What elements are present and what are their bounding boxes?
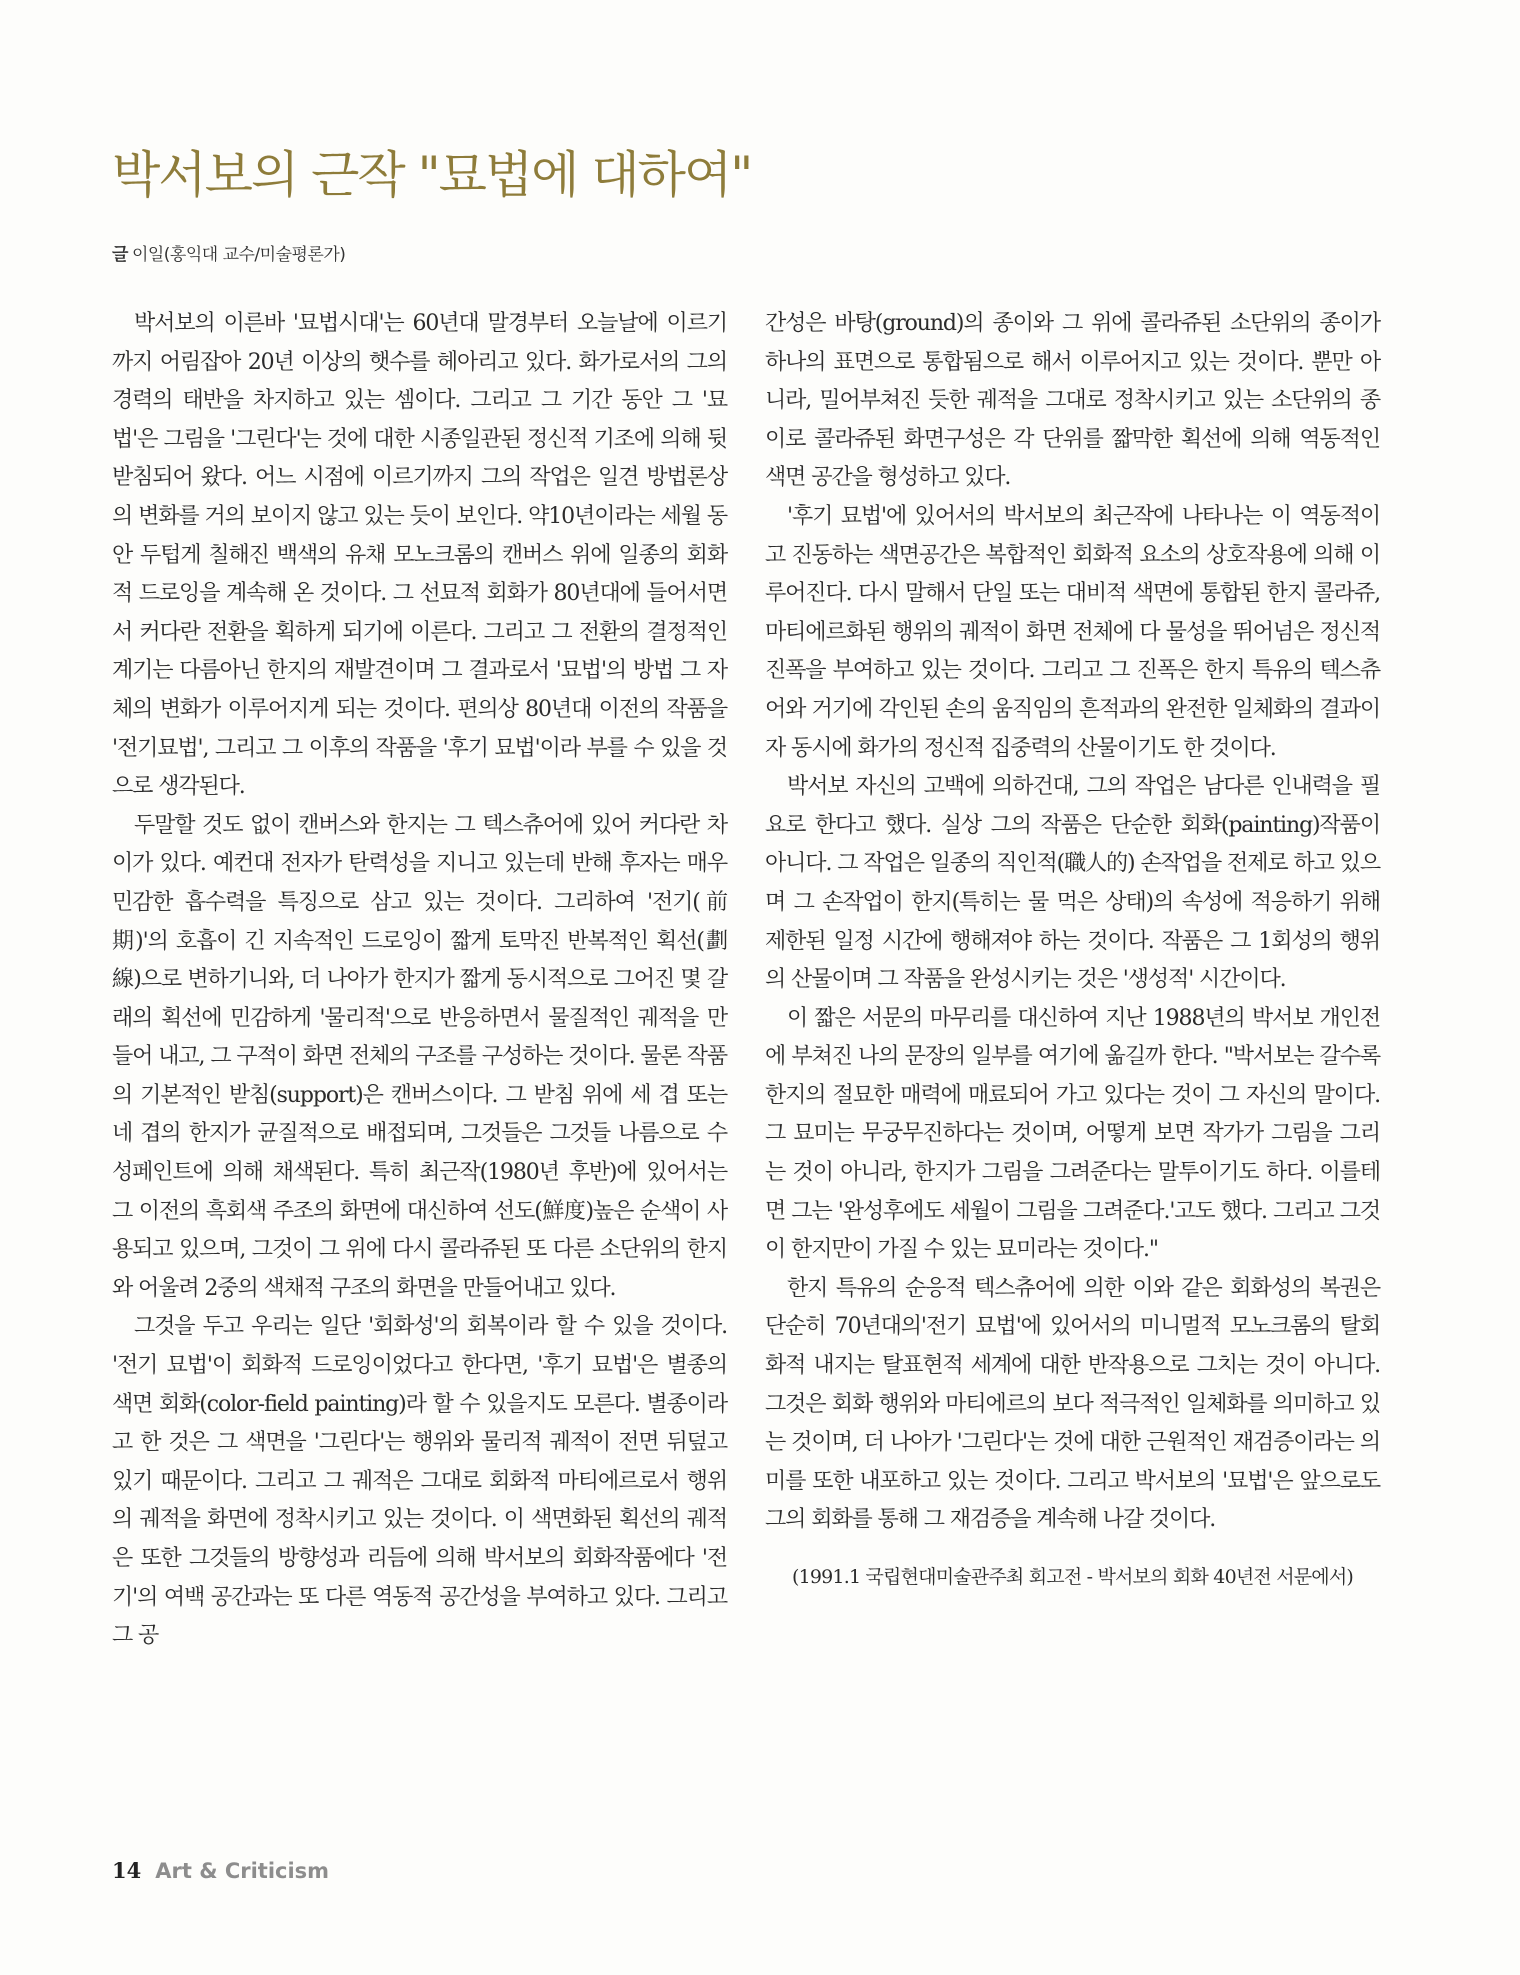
paragraph: 한지 특유의 순응적 텍스츄어에 의한 이와 같은 회화성의 복권은 단순히 70년대의'전기 묘법'에 있어서의 미니멀적 모노크롬의 탈회화적 내지는 탈표현적 세계에 대한 반작용으로 그치는 것이 아니다. 그것은 회화 행위와 마티에르의 보다 적극적인 일체화를 의미하고 있는 것이며, 더 나아가 '그린다'는 것에 대한 근원적인 재검증이라는 의미를 또한 내포하고 있는 것이다. 그리고 박서보의 '묘법'은 앞으로도 그의 회화를 통해 그 재검증을 계속해 나갈 것이다. xyxy=(765,1275,1380,1533)
article-title: 박서보의 근작 "묘법에 대하여" xyxy=(112,146,752,204)
paragraph: 박서보의 이른바 '묘법시대'는 60년대 말경부터 오늘날에 이르기까지 어림잡아 20년 이상의 햇수를 헤아리고 있다. 화가로서의 그의 경력의 태반을 차지하고 있는 셈이다. 그리고 그 기간 동안 그 '묘법'은 그림을 '그린다'는 것에 대한 시종일관된 정신적 기조에 의해 뒷받침되어 왔다. 어느 시점에 이르기까지 그의 작업은 일견 방법론상의 변화를 거의 보이지 않고 있는 듯이 보인다. 약10년이라는 세월 동안 두텁게 칠해진 백색의 유채 모노크롬의 캔버스 위에 일종의 회화적 드로잉을 계속해 온 것이다. 그 선묘적 회화가 80년대에 들어서면서 커다란 전환을 획하게 되기에 이른다. 그리고 그 전환의 결정적인 계기는 다름아닌 한지의 재발견이며 그 결과로서 '묘법'의 방법 그 자체의 변화가 이루어지게 되는 것이다. 편의상 80년대 이전의 작품을 '전기묘법', 그리고 그 이후의 작품을 '후기 묘법'이라 부를 수 있을 것으로 생각된다. xyxy=(112,311,727,800)
paragraph: 그것을 두고 우리는 일단 '회화성'의 회복이라 할 수 있을 것이다. '전기 묘법'이 회화적 드로잉이었다고 한다면, '후기 묘법'은 별종의 색면 회화(color-field painting)라 할 수 있을지도 모른다. 별종이라고 한 것은 그 색면을 '그린다'는 행위와 물리적 궤적이 전면 뒤덮고 있기 때문이다. 그리고 그 궤적은 그대로 회화적 마티에르로서 행위의 궤적을 화면에 정착시키고 있는 것이다. 이 색면화된 획선의 궤적은 또한 그것들의 방향성과 리듬에 의해 박서보의 회화작품에다 '전기'의 여백 공간과는 또 다른 역동적 공간성을 부여하고 있다. 그리고 그 공 xyxy=(112,1314,727,1649)
byline-author: 이일(홍익대 교수/미술평론가) xyxy=(131,245,346,265)
paragraph: 박서보 자신의 고백에 의하건대, 그의 작업은 남다른 인내력을 필요로 한다고 했다. 실상 그의 작품은 단순한 회화(painting)작품이 아니다. 그 작업은 일종의 직인적(職人的) 손작업을 전제로 하고 있으며 그 손작업이 한지(특히는 물 먹은 상태)의 속성에 적응하기 위해 제한된 일정 시간에 행해져야 하는 것이다. 작품은 그 1회성의 행위의 산물이며 그 작품을 완성시키는 것은 '생성적' 시간이다. xyxy=(765,774,1380,993)
right-column xyxy=(765,305,1380,1597)
paragraph: 이 짧은 서문의 마무리를 대신하여 지난 1988년의 박서보 개인전에 부쳐진 나의 문장의 일부를 여기에 옮길까 한다. "박서보는 갈수록 한지의 절묘한 매력에 매료되어 가고 있다는 것이 그 자신의 말이다. 그 묘미는 무궁무진하다는 것이며, 어떻게 보면 작가가 그림을 그리는 것이 아니라, 한지가 그림을 그려준다는 말투이기도 하다. 이를테면 그는 '완성후에도 세월이 그림을 그려준다.'고도 했다. 그리고 그것이 한지만이 가질 수 있는 묘미라는 것이다." xyxy=(765,1005,1380,1263)
page-number: 14 xyxy=(112,1858,142,1883)
left-column xyxy=(112,305,727,1656)
magazine-name: Art & Criticism xyxy=(155,1859,330,1883)
source-note: (1991.1 국립현대미술관주최 회고전 - 박서보의 회화 40년전 서문에서) xyxy=(791,1566,1354,1588)
paragraph: 간성은 바탕(ground)의 종이와 그 위에 콜라쥬된 소단위의 종이가 하나의 표면으로 통합됨으로 해서 이루어지고 있는 것이다. 뿐만 아니라, 밀어부쳐진 듯한 궤적을 그대로 정착시키고 있는 소단위의 종이로 콜라쥬된 화면구성은 각 단위를 짧막한 획선에 의해 역동적인 색면 공간을 형성하고 있다. xyxy=(765,311,1380,491)
page-footer xyxy=(112,1858,329,1883)
byline-label: 글 xyxy=(112,245,128,265)
paragraph: 두말할 것도 없이 캔버스와 한지는 그 텍스츄어에 있어 커다란 차이가 있다. 예컨대 전자가 탄력성을 지니고 있는데 반해 후자는 매우 민감한 흡수력을 특징으로 삼고 있는 것이다. 그리하여 '전기(前期)'의 호흡이 긴 지속적인 드로잉이 짧게 토막진 반복적인 획선(劃線)으로 변하기니와, 더 나아가 한지가 짧게 동시적으로 그어진 몇 갈래의 획선에 민감하게 '물리적'으로 반응하면서 물질적인 궤적을 만들어 내고, 그 구적이 화면 전체의 구조를 구성하는 것이다. 물론 작품의 기본적인 받침(support)은 캔버스이다. 그 받침 위에 세 겹 또는 네 겹의 한지가 균질적으로 배접되며, 그것들은 그것들 나름으로 수성페인트에 의해 채색된다. 특히 최근작(1980년 후반)에 있어서는 그 이전의 흑회색 주조의 화면에 대신하여 선도(鮮度)높은 순색이 사용되고 있으며, 그것이 그 위에 다시 콜라쥬된 또 다른 소단위의 한지와 어울려 2중의 색채적 구조의 화면을 만들어내고 있다. xyxy=(112,812,727,1301)
paragraph: '후기 묘법'에 있어서의 박서보의 최근작에 나타나는 이 역동적이고 진동하는 색면공간은 복합적인 회화적 요소의 상호작용에 의해 이루어진다. 다시 말해서 단일 또는 대비적 색면에 통합된 한지 콜라쥬, 마티에르화된 행위의 궤적이 화면 전체에 다 물성을 뛰어넘은 정신적 진폭을 부여하고 있는 것이다. 그리고 그 진폭은 한지 특유의 텍스츄어와 거기에 각인된 손의 움직임의 흔적과의 완전한 일체화의 결과이자 동시에 화가의 정신적 집중력의 산물이기도 한 것이다. xyxy=(765,503,1380,761)
byline xyxy=(112,240,345,265)
